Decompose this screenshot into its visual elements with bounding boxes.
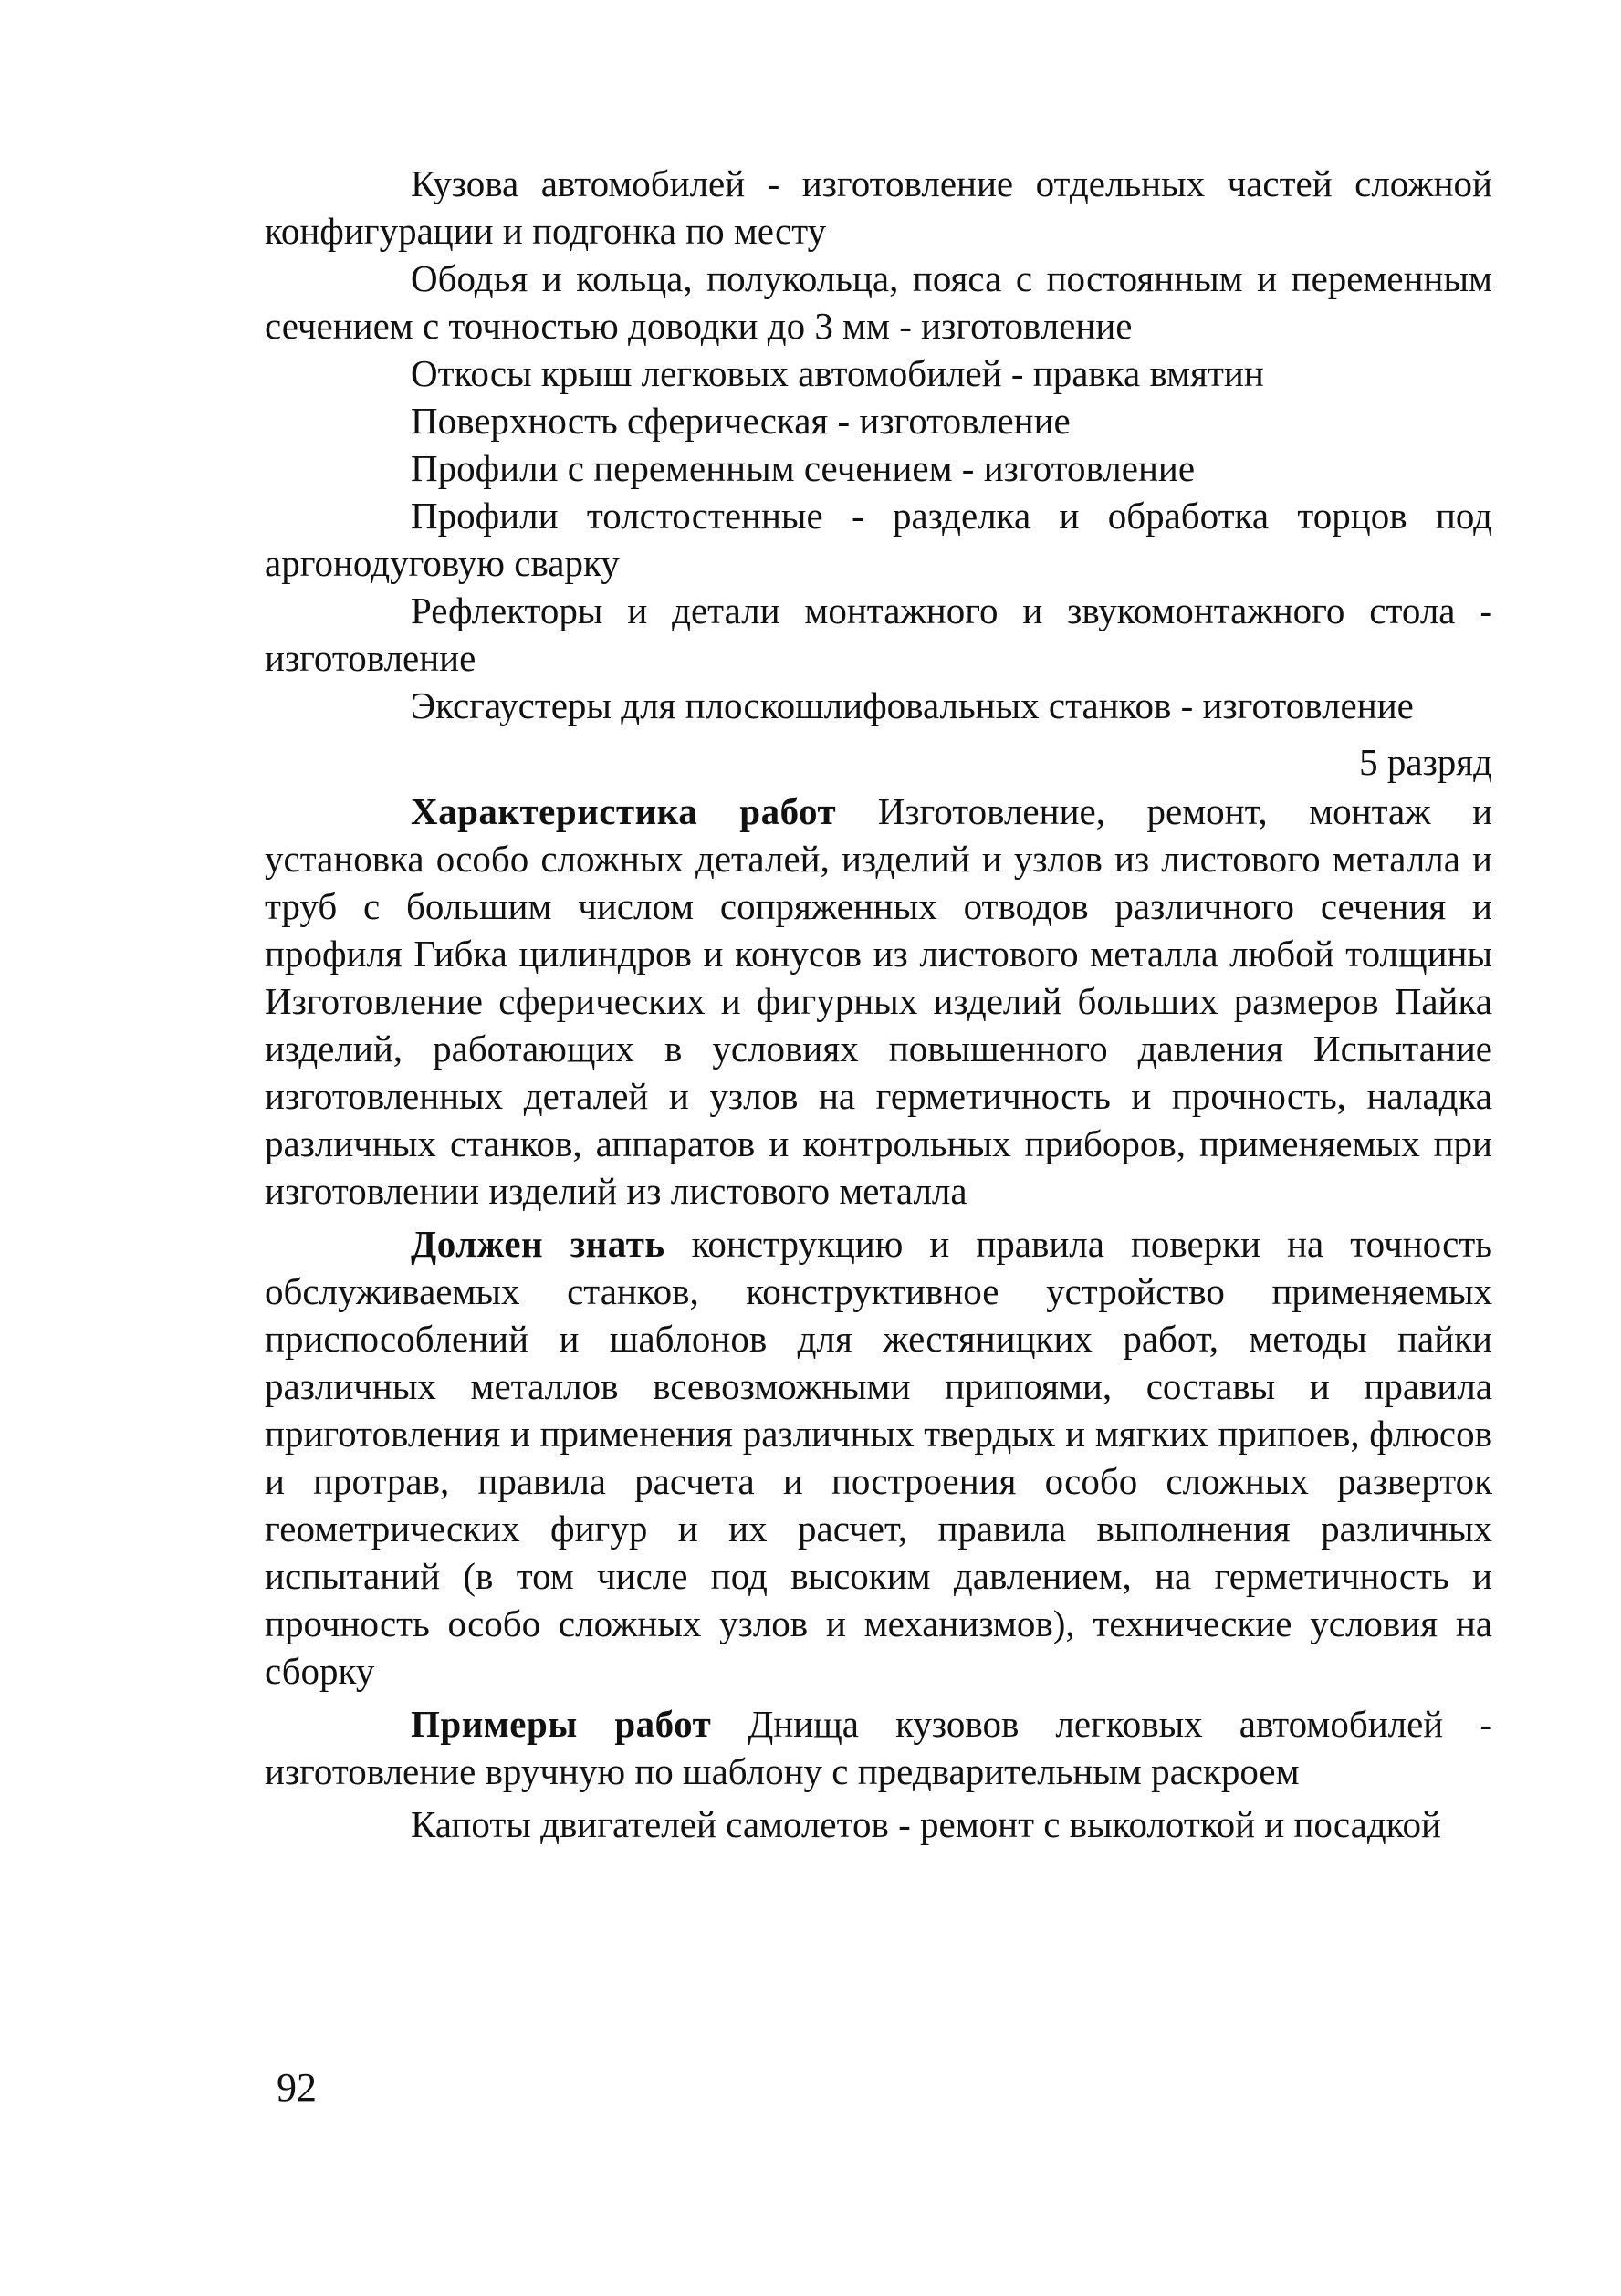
list-item: Профили с переменным сечением - изготовление — [411, 447, 1196, 489]
must-know-paragraph — [265, 1220, 1492, 1695]
characteristics-label: Характеристика работ — [411, 790, 837, 832]
list-item: Ободья и кольца, полукольца, пояса с постоянным и переменным сечением с точностью доводки до 3 мм - изготовление — [265, 257, 1492, 347]
document-body — [265, 160, 1492, 1848]
list-item: Поверхность сферическая - изготовление — [411, 400, 1071, 442]
characteristics-paragraph — [265, 788, 1492, 1215]
examples-label: Примеры работ — [411, 1703, 712, 1745]
list-item: Кузова автомобилей - изготовление отдельных частей сложной конфигурации и подгонка по месту — [265, 162, 1492, 252]
examples-paragraph — [265, 1700, 1492, 1795]
page-number: 92 — [277, 2065, 317, 2110]
examples-text: Днища кузовов легковых автомобилей - изготовление вручную по шаблону с предварительным раскроем — [265, 1703, 1492, 1792]
characteristics-text: Изготовление, ремонт, монтаж и установка особо сложных деталей, изделий и узлов из листового металла и труб с большим числом сопряженных отводов различного сечения и профиля Гибка цилиндров и конусов из листового металла любой толщины Изготовление сферических и фигурных изделий больших размеров Пайка изделий, работающих в условиях повышенного давления Испытание изготовленных деталей и узлов на герметичность и прочность, наладка различных станков, аппаратов и контрольных приборов, применяемых при изготовлении изделий из листового металла — [265, 790, 1493, 1212]
must-know-label: Должен знать — [411, 1223, 665, 1265]
list-item: Откосы крыш легковых автомобилей - правка вмятин — [411, 352, 1264, 394]
list-item: Эксгаустеры для плоскошлифовальных станков - изготовление — [411, 684, 1414, 726]
list-item: Профили толстостенные - разделка и обработка торцов под аргонодуговую сварку — [265, 495, 1492, 584]
must-know-text: конструкцию и правила поверки на точность обслуживаемых станков, конструктивное устройство применяемых приспособлений и шаблонов для жестяницких работ, методы пайки различных металлов всевозможными припоями, составы и правила приготовления и применения различных твердых и мягких припоев, флюсов и протрав, правила расчета и построения особо сложных разверток геометрических фигур и их расчет, правила выполнения различных испытаний (в том числе под высоким давлением, на герметичность и прочность особо сложных узлов и механизмов), технические условия на сборку — [265, 1223, 1492, 1692]
example-item: Капоты двигателей самолетов - ремонт с выколоткой и посадкой — [411, 1803, 1441, 1845]
list-item: Рефлекторы и детали монтажного и звукомонтажного стола - изготовление — [265, 590, 1492, 679]
grade-heading: 5 разряд — [1359, 741, 1492, 783]
